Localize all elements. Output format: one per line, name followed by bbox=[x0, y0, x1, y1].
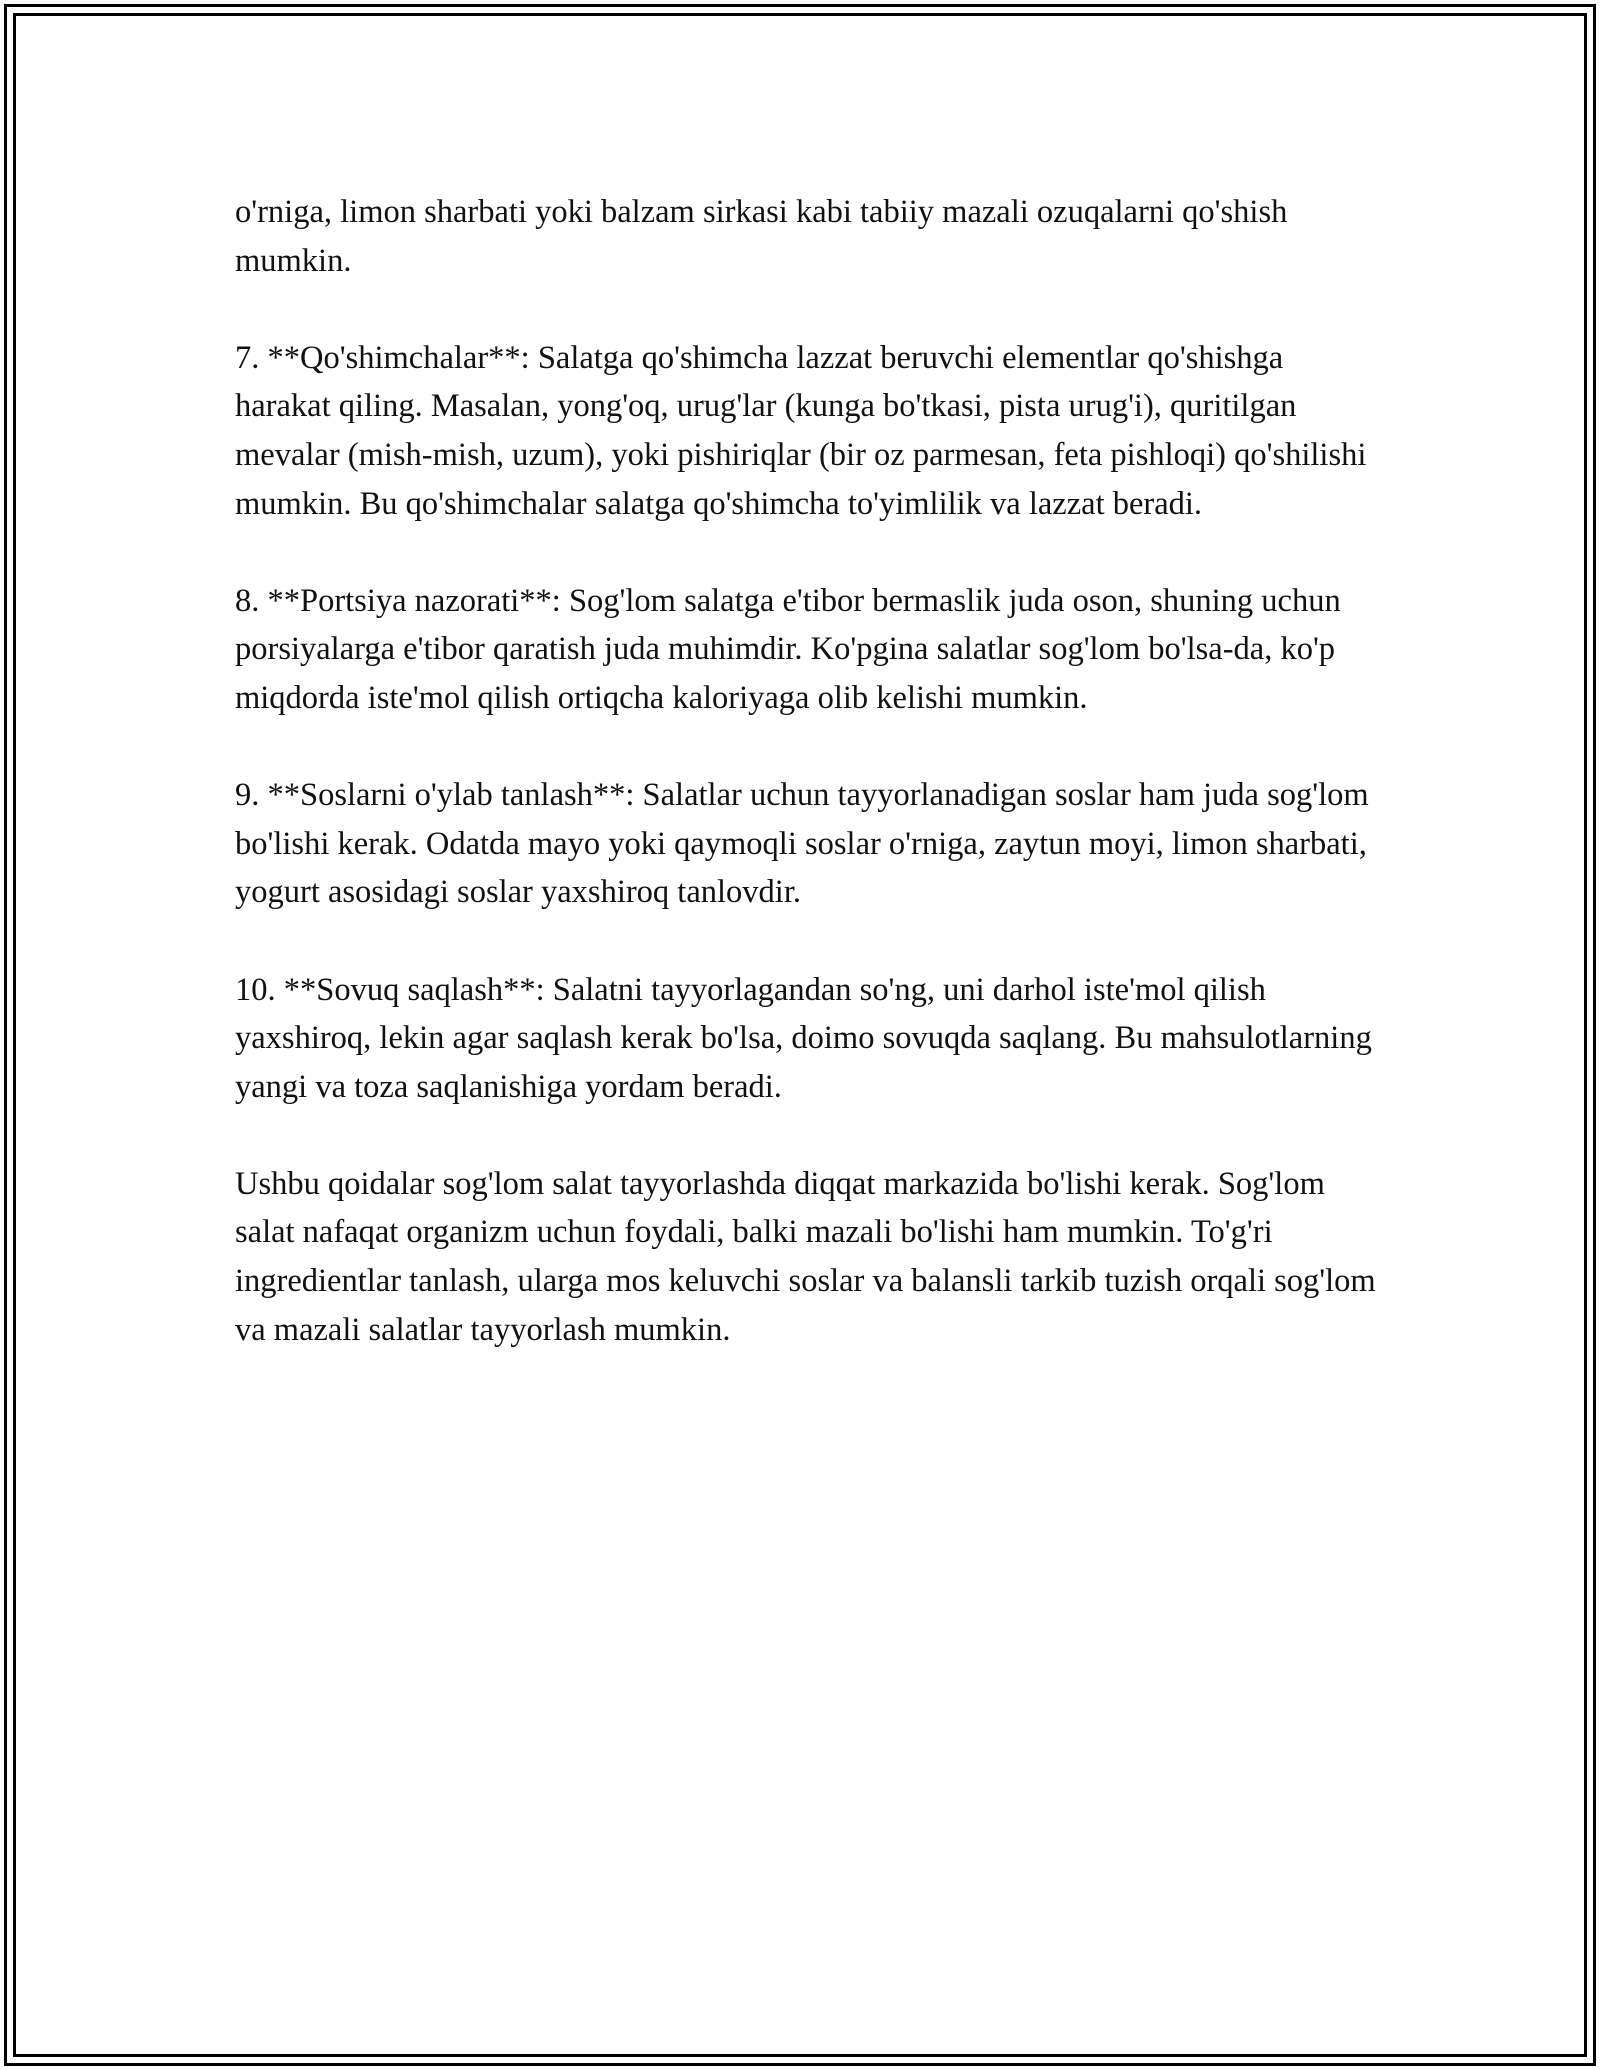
paragraph-continuation: o'rniga, limon sharbati yoki balzam sirkasi kabi tabiiy mazali ozuqalarni qo'shish mumkin. bbox=[235, 194, 1288, 279]
paragraph-item-9: 9. **Soslarni o'ylab tanlash**: Salatlar uchun tayyorlanadigan soslar ham juda sog'lom bo'lishi kerak. Odatda mayo yoki qaymoqli soslar o'rniga, zaytun moyi, limon sharbati, yogurt asosidagi soslar yaxshiroq tanlovdir. bbox=[235, 777, 1369, 911]
paragraph-item-7: 7. **Qo'shimchalar**: Salatga qo'shimcha lazzat beruvchi elementlar qo'shishga harakat qiling. Masalan, yong'oq, urug'lar (kunga bo'tkasi, pista urug'i), quritilgan mevalar (mish-mish, uzum), yoki pishiriqlar (bir oz parmesan, feta pishloqi) qo'shilishi mumkin. Bu qo'shimchalar salatga qo'shimcha to'yimlilik va lazzat beradi. bbox=[235, 339, 1367, 522]
paragraph-item-10: 10. **Sovuq saqlash**: Salatni tayyorlagandan so'ng, uni darhol iste'mol qilish yaxshiroq, lekin agar saqlash kerak bo'lsa, doimo sovuqda saqlang. Bu mahsulotlarning yangi va toza saqlanishiga yordam beradi. bbox=[235, 971, 1372, 1105]
paragraph-conclusion: Ushbu qoidalar sog'lom salat tayyorlashda diqqat markazida bo'lishi kerak. Sog'lom salat nafaqat organizm uchun foydali, balki mazali bo'lishi ham mumkin. To'g'ri ingredientlar tanlash, ularga mos keluvchi soslar va balansli tarkib tuzish orqali sog'lom va mazali salatlar tayyorlash mumkin. bbox=[235, 1165, 1376, 1348]
paragraph-item-8: 8. **Portsiya nazorati**: Sog'lom salatga e'tibor bermaslik juda oson, shuning uchun porsiyalarga e'tibor qaratish juda muhimdir. Ko'pgina salatlar sog'lom bo'lsa-da, ko'p miqdorda iste'mol qilish ortiqcha kaloriyaga olib kelishi mumkin. bbox=[235, 582, 1341, 716]
document-body bbox=[235, 188, 1385, 1403]
